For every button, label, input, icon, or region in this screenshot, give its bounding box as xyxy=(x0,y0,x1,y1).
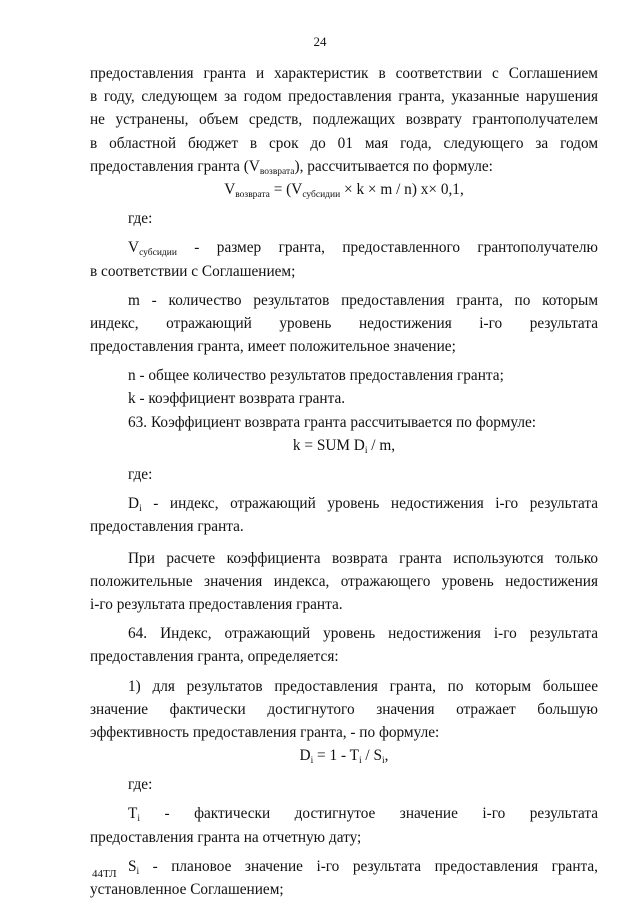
footer-code: 44ТЛ xyxy=(92,868,117,880)
definition-m: m - количество результатов предоставления гранта, по которым xyxy=(128,291,598,309)
page-number: 24 xyxy=(313,34,327,49)
formula-k: k = SUM $D_i$ / m, xyxy=(292,436,396,456)
definition-s: $S_i$ - плановое значение i-го результата предоставления гранта, xyxy=(128,857,598,877)
text-line: в году, следующем за годом предоставления гранта, указанные нарушения xyxy=(90,88,598,106)
text-line: эффективность предоставления гранта, - по формуле: xyxy=(90,723,440,741)
definition-t: $T_i$ - фактически достигнутое значение i-го результата xyxy=(128,805,598,825)
text-line: индекс, отражающий уровень недостижения i-го результата xyxy=(90,314,598,332)
text-line: предоставления гранта. xyxy=(90,518,244,536)
text-line: установленное Соглашением; xyxy=(90,881,284,898)
text-line: в соответствии с Соглашением; xyxy=(90,262,296,280)
text-line: предоставления гранта и характеристик в соответствии с Соглашением xyxy=(90,65,598,82)
definition-v: $V_{субсидии}$ - размер гранта, предоставленного грантополучателю xyxy=(128,239,598,259)
text-line: значение фактически достигнутого значения отражает большую xyxy=(90,700,598,718)
text-line: в областной бюджет в срок до 01 мая года, следующего за годом xyxy=(90,134,598,152)
item-63: 63. Коэффициент возврата гранта рассчитывается по формуле: xyxy=(128,413,537,431)
formula-v-return: $V_{возврата} = (V_{субсидии} \times k \times m / n)$ x× 0,1, xyxy=(224,180,464,200)
text-line: предоставления гранта на отчетную дату; xyxy=(90,828,362,846)
formula-d: $D_i = 1 - T_i / S_i$, xyxy=(299,747,389,767)
item-64-1: 1) для результатов предоставления гранта, по которым большее xyxy=(128,677,598,695)
text-line: предоставления гранта, определяется: xyxy=(90,648,339,666)
text-line: предоставления гранта $(V_{возврата})$, рассчитывается по формуле: xyxy=(90,157,493,177)
text-line: i-го результата предоставления гранта. xyxy=(90,595,343,613)
text-line: не устранены, объем средств, подлежащих возврату грантополучателем xyxy=(90,111,598,129)
where-label: где: xyxy=(128,210,153,228)
definition-n: n - общее количество результатов предоставления гранта; xyxy=(128,367,504,385)
item-64: 64. Индекс, отражающий уровень недостижения i-го результата xyxy=(128,625,598,643)
text-line: предоставления гранта, имеет положительное значение; xyxy=(90,338,456,356)
paragraph-calc: При расчете коэффициента возврата гранта используются только xyxy=(128,549,598,567)
definition-k: k - коэффициент возврата гранта. xyxy=(128,390,346,408)
where-label: где: xyxy=(128,466,153,483)
definition-d: $D_i$ - индекс, отражающий уровень недостижения i-го результата xyxy=(128,495,598,515)
where-label: где: xyxy=(128,776,153,794)
document-body xyxy=(90,62,598,901)
text-line: положительные значения индекса, отражающего уровень недостижения xyxy=(90,572,598,590)
